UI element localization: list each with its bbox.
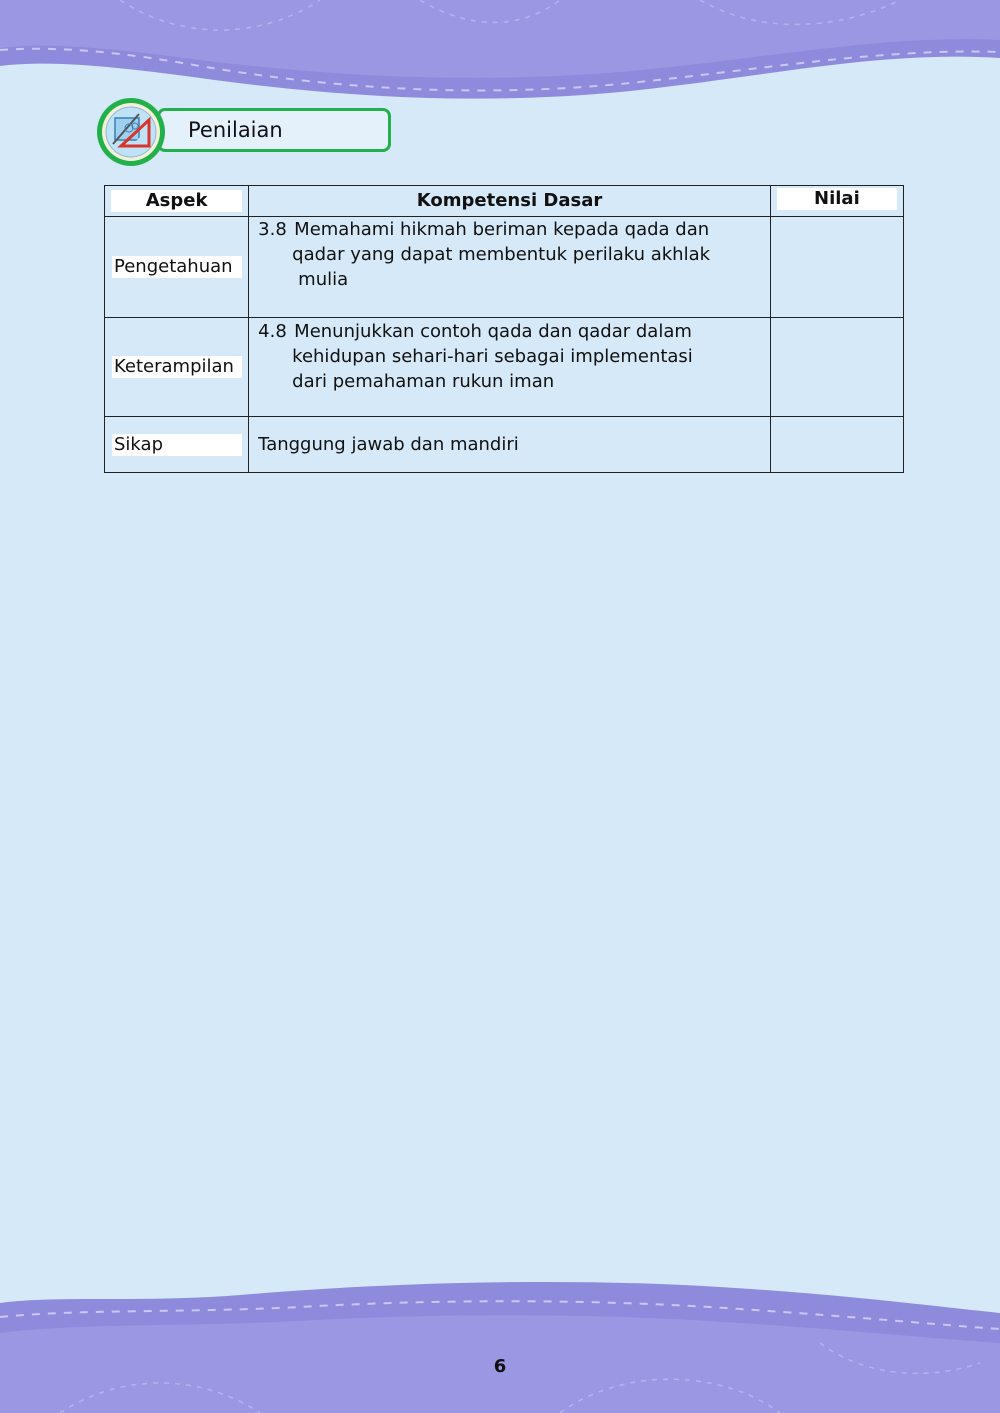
page-number: 6 <box>493 1356 507 1377</box>
section-badge <box>95 96 365 168</box>
bottom-wave-decoration <box>0 1273 1000 1413</box>
table-row <box>105 417 904 473</box>
header-kompetensi-dasar: Kompetensi Dasar <box>249 186 771 217</box>
kd-text-line: qadar yang dapat membentuk perilaku akhlak <box>292 244 711 265</box>
header-aspek: Aspek <box>105 186 249 217</box>
kd-text-line: mulia <box>298 269 349 290</box>
kd-number: 4.8 <box>258 321 287 342</box>
nilai-cell[interactable] <box>770 417 903 473</box>
kd-text-line: Memahami hikmah beriman kepada qada dan <box>294 219 710 240</box>
nilai-cell[interactable] <box>770 318 903 417</box>
kd-text-line: Menunjukkan contoh qada dan qadar dalam <box>294 321 692 342</box>
header-nilai: Nilai <box>770 186 903 217</box>
assessment-table <box>104 185 904 473</box>
kd-text-line: kehidupan sehari-hari sebagai implementasi <box>292 346 693 367</box>
aspek-label: Keterampilan <box>112 356 242 378</box>
kd-number: 3.8 <box>258 219 287 240</box>
table-row <box>105 217 904 318</box>
section-title: Penilaian <box>157 108 391 152</box>
kompetensi-cell <box>249 318 771 417</box>
kd-text-line: dari pemahaman rukun iman <box>292 371 555 392</box>
aspek-cell <box>105 217 249 318</box>
aspek-cell <box>105 318 249 417</box>
nilai-cell[interactable] <box>770 217 903 318</box>
kd-text-line: Tanggung jawab dan mandiri <box>258 433 519 455</box>
geometry-tools-icon <box>95 96 167 168</box>
table-row <box>105 318 904 417</box>
aspek-label: Pengetahuan <box>112 256 242 278</box>
aspek-label: Sikap <box>112 434 242 456</box>
kompetensi-cell <box>249 417 771 473</box>
kompetensi-cell <box>249 217 771 318</box>
table-header-row <box>105 186 904 217</box>
aspek-cell <box>105 417 249 473</box>
